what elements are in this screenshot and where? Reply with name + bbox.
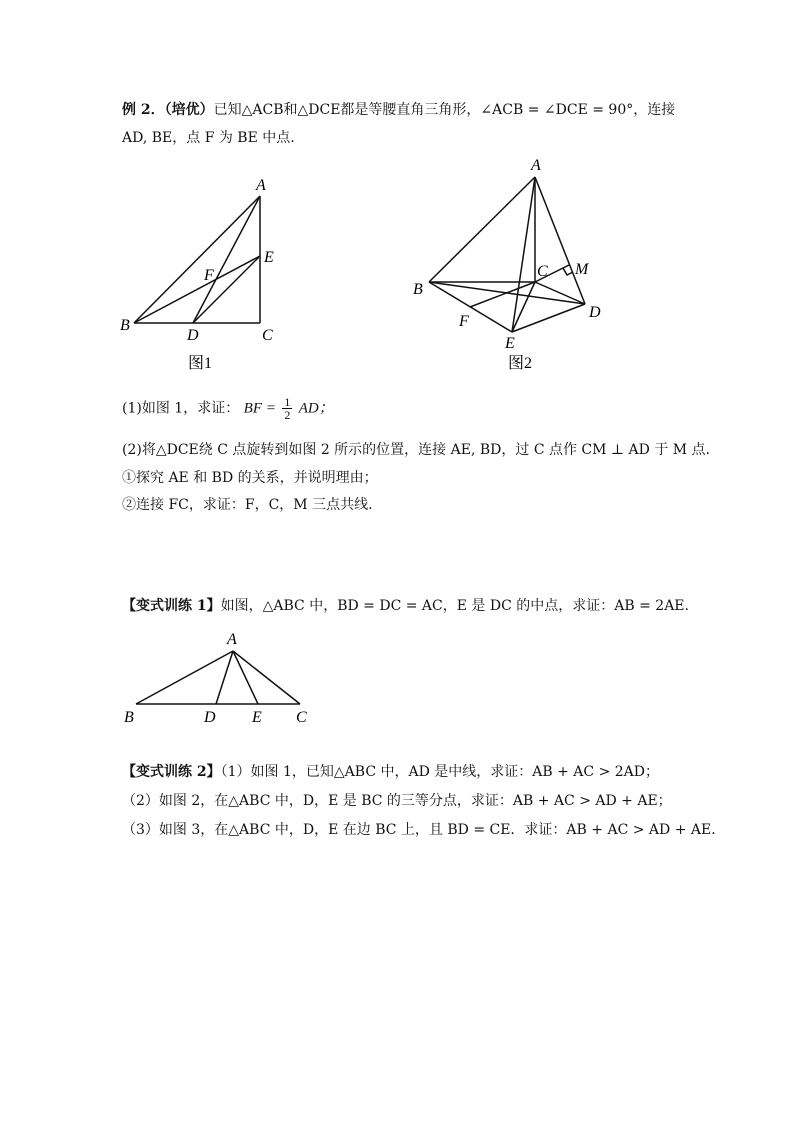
q1-prefix: (1)如图 1，求证：	[122, 400, 240, 417]
fig1-label-e: E	[264, 249, 274, 266]
figure-1	[110, 170, 310, 375]
fig2-label-m: M	[575, 261, 589, 278]
q1-rhs: AD；	[298, 400, 334, 417]
question-2: (2)将△DCE绕 C 点旋转到如图 2 所示的位置，连接 AE, BD，过 C 点作 CM ⊥ AD 于 M 点.	[122, 442, 711, 458]
example-intro-2: AD, BE，点 F 为 BE 中点.	[122, 130, 295, 146]
fig2-label-a: A	[531, 157, 541, 174]
q1-fraction	[282, 396, 292, 421]
example-intro: 已知△ACB和△DCE都是等腰直角三角形，∠ACB = ∠DCE = 90°，连接	[213, 102, 676, 118]
example-line-2	[122, 128, 295, 148]
variant-2-line-1	[122, 762, 659, 782]
v1-label-a: A	[227, 631, 237, 648]
fig2-label-d: D	[589, 304, 601, 321]
variant-2-line-2: （2）如图 2，在△ABC 中，D，E 是 BC 的三等分点，求证：AB + AC > AD + AE；	[122, 793, 672, 809]
variant-2-line-3: （3）如图 3，在△ABC 中，D，E 在边 BC 上，且 BD = CE．求证：AB + AC > AD + AE．	[122, 822, 726, 838]
v1-label-e: E	[252, 709, 262, 726]
fig1-caption: 图1	[188, 355, 213, 372]
q1-numerator: 1	[284, 395, 291, 409]
question-2-part-2: ②连接 FC，求证：F，C，M 三点共线.	[122, 497, 373, 513]
fig1-label-b: B	[120, 317, 130, 334]
variant-2-label: 【变式训练 2】	[122, 764, 221, 780]
example-label: 例 2．（培优）	[122, 102, 214, 118]
variant-1-text: 如图，△ABC 中，BD = DC = AC，E 是 DC 的中点，求证：AB = 2AE.	[220, 598, 689, 614]
fig2-label-b: B	[413, 281, 423, 298]
v1-label-d: D	[204, 709, 216, 726]
fig1-label-a: A	[256, 177, 266, 194]
q1-lhs: BF =	[243, 400, 276, 417]
variant-1-label: 【变式训练 1】	[122, 598, 221, 614]
variant-1-figure	[118, 626, 323, 726]
fig1-label-d: D	[187, 327, 199, 344]
fig2-label-c: C	[537, 263, 548, 280]
question-1	[122, 396, 334, 421]
fig2-caption: 图2	[508, 355, 533, 372]
fig1-label-c: C	[262, 327, 273, 344]
figure-2	[405, 152, 620, 377]
question-2-part-1: ①探究 AE 和 BD 的关系，并说明理由；	[122, 470, 378, 486]
example-line-1	[122, 100, 675, 120]
fig2-label-e: E	[505, 335, 515, 352]
variant-2-text-1: （1）如图 1，已知△ABC 中，AD 是中线，求证：AB + AC > 2AD；	[220, 764, 659, 780]
fig2-label-f: F	[459, 313, 469, 330]
v1-label-c: C	[296, 709, 307, 726]
fig1-label-f: F	[204, 267, 214, 284]
q1-denominator: 2	[284, 408, 291, 422]
variant-1-line	[122, 596, 689, 616]
v1-label-b: B	[124, 709, 134, 726]
